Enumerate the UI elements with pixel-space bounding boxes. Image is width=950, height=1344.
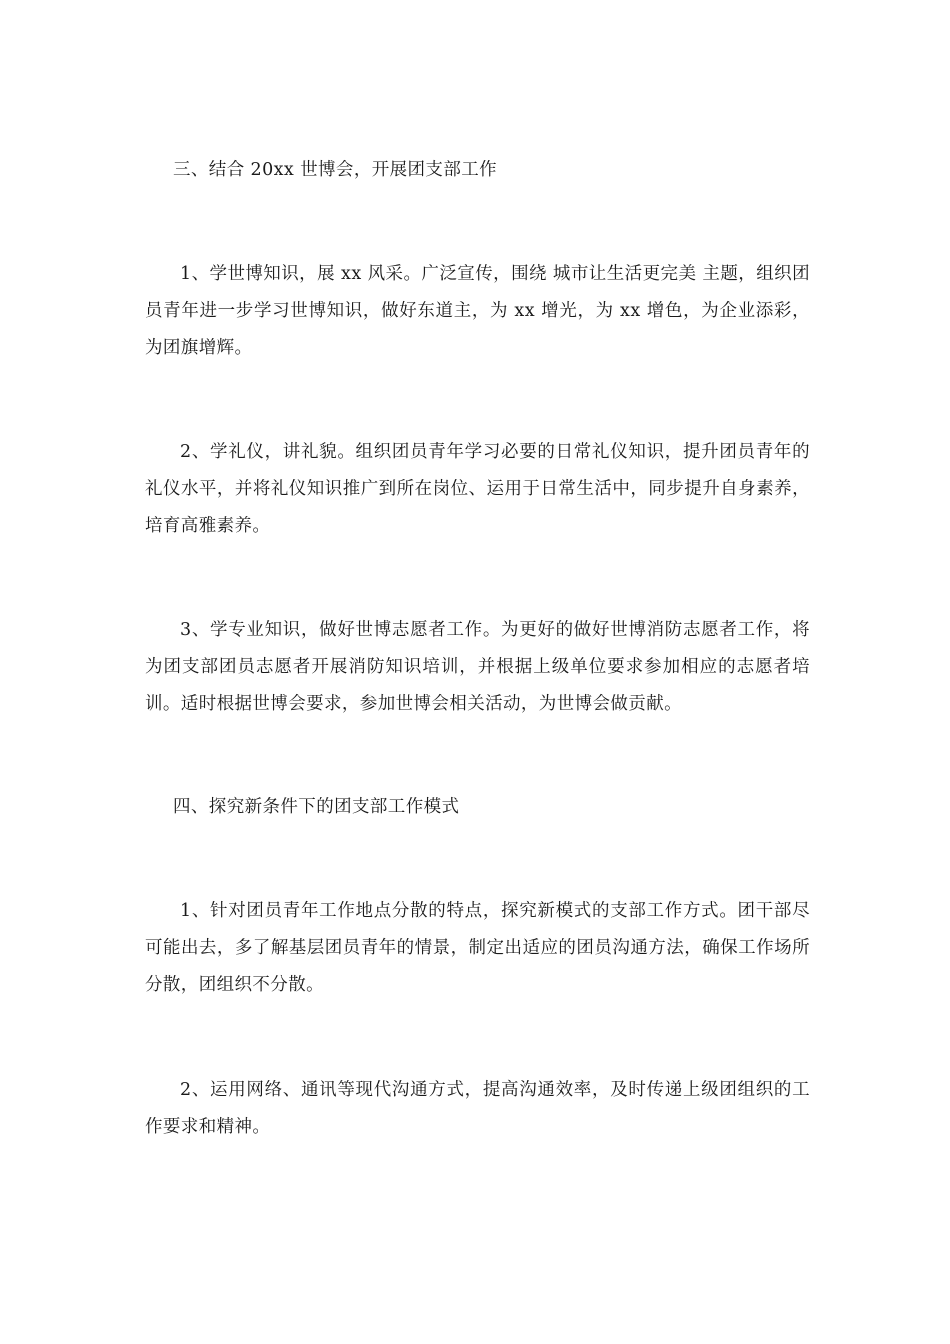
section-heading-four: 四、探究新条件下的团支部工作模式 <box>173 797 460 817</box>
paragraph-volunteer-work: 3、学专业知识，做好世博志愿者工作。为更好的做好世博消防志愿者工作，将为团支部团员志愿者开展消防知识培训，并根据上级单位要求参加相应的志愿者培训。适时根据世博会要求，参加世博会相关活动，为世博会做贡献。 <box>145 620 810 714</box>
paragraph-expo-knowledge: 1、学世博知识，展 xx 风采。广泛宣传，围绕 城市让生活更完美 主题，组织团员青年进一步学习世博知识，做好东道主，为 xx 增光，为 xx 增色，为企业添彩，为团旗增辉。 <box>145 264 810 358</box>
section-heading-three: 三、结合 20xx 世博会，开展团支部工作 <box>173 160 498 180</box>
paragraph-etiquette: 2、学礼仪，讲礼貌。组织团员青年学习必要的日常礼仪知识，提升团员青年的礼仪水平，并将礼仪知识推广到所在岗位、运用于日常生活中，同步提升自身素养，培育高雅素养。 <box>145 442 810 536</box>
paragraph-communication: 2、运用网络、通讯等现代沟通方式，提高沟通效率，及时传递上级团组织的工作要求和精神。 <box>145 1080 810 1137</box>
paragraph-work-mode: 1、针对团员青年工作地点分散的特点，探究新模式的支部工作方式。团干部尽可能出去，多了解基层团员青年的情景，制定出适应的团员沟通方法，确保工作场所分散，团组织不分散。 <box>145 901 810 995</box>
